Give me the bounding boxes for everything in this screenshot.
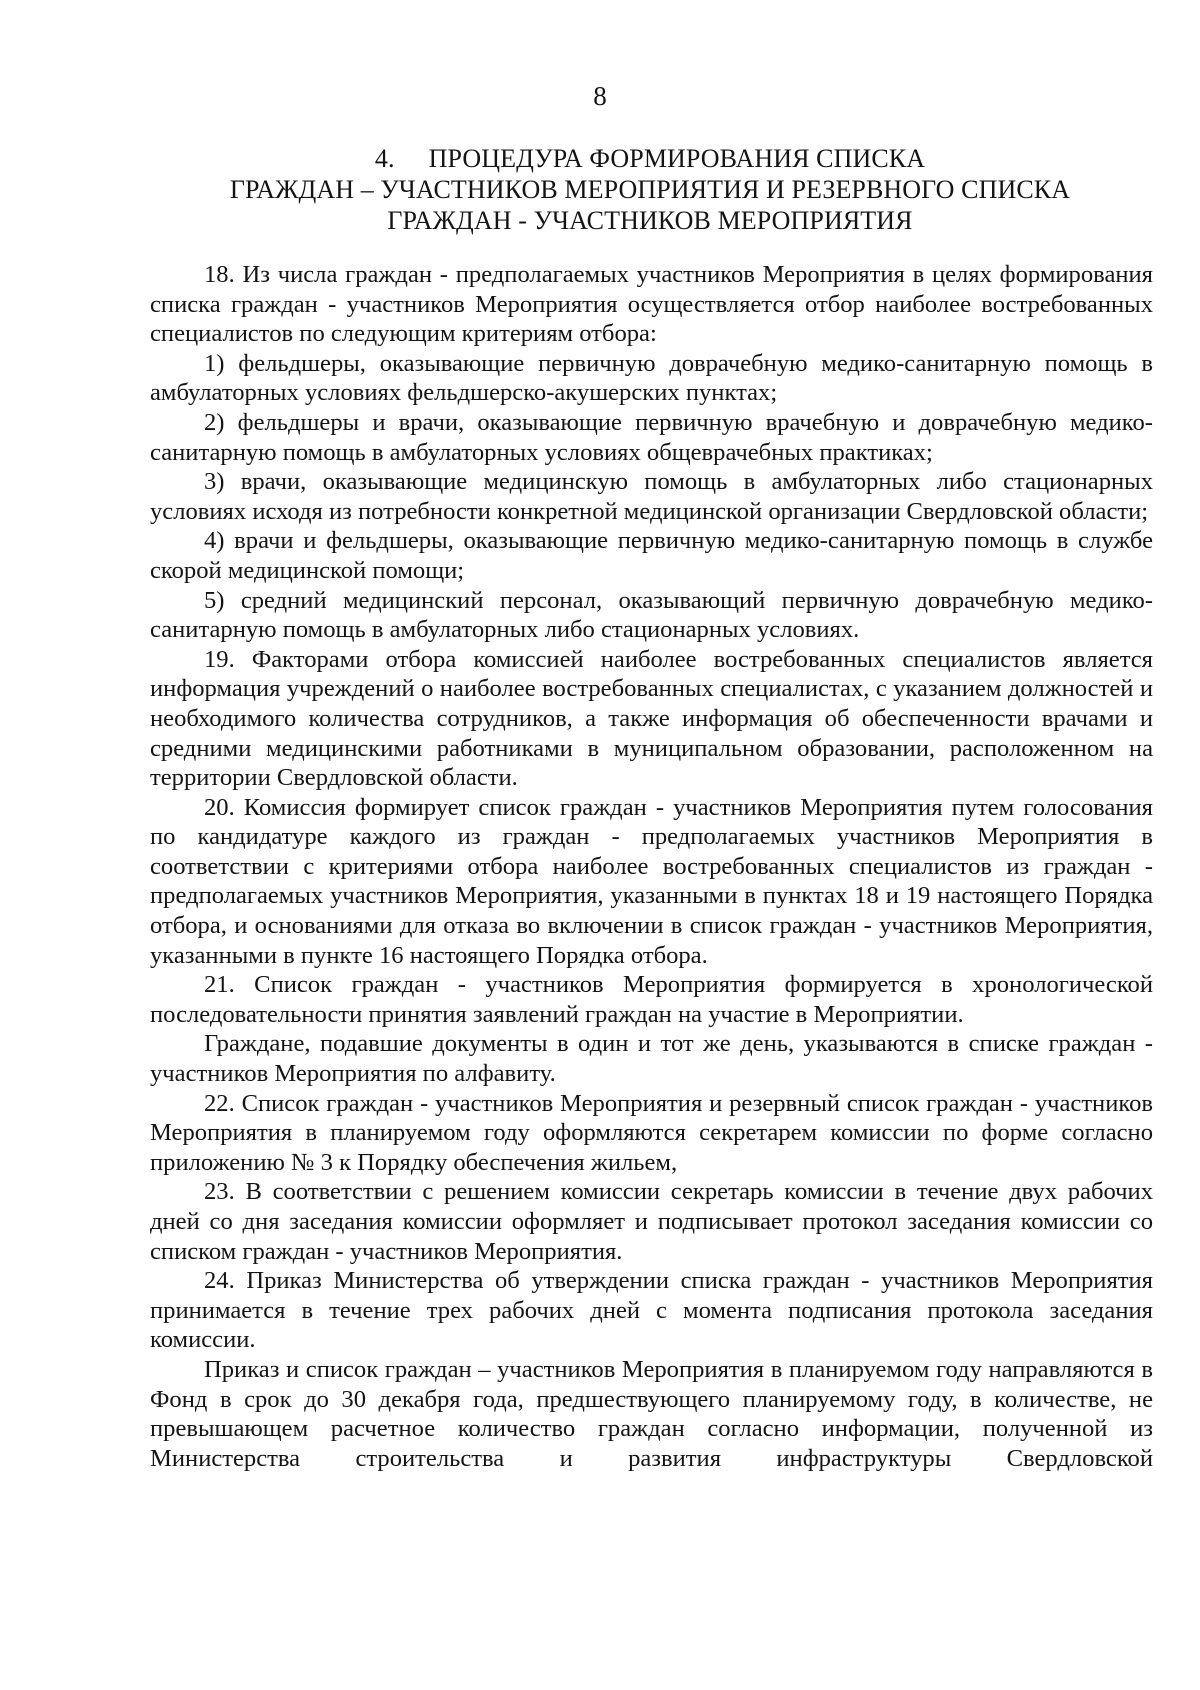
- paragraph-19: 19. Факторами отбора комиссией наиболее востребованных специалистов является информация учреждений о наиболее востребованных специалистах, с указанием должностей и необходимого количества сотрудников, а также информация об обеспеченности врачами и средними медицинскими работниками в муниципальном образовании, расположенном на территории Свердловской области.: [150, 645, 1153, 792]
- paragraph-20: 20. Комиссия формирует список граждан - участников Мероприятия путем голосования по кандидатуре каждого из граждан - предполагаемых участников Мероприятия в соответствии с критериями отбора наиболее востребованных специалистов из граждан - предполагаемых участников Мероприятия, указанными в пунктах 18 и 19 настоящего Порядка отбора, и основаниями для отказа во включении в список граждан - участников Мероприятия, указанными в пункте 16 настоящего Порядка отбора.: [150, 793, 1153, 969]
- paragraph-21: 21. Список граждан - участников Мероприятия формируется в хронологической последовательности принятия заявлений граждан на участие в Мероприятии.: [150, 971, 1153, 1028]
- document-body: [150, 260, 1153, 1473]
- section-title-line: ГРАЖДАН - УЧАСТНИКОВ МЕРОПРИЯТИЯ: [387, 206, 913, 235]
- section-title-line: ПРОЦЕДУРА ФОРМИРОВАНИЯ СПИСКА: [428, 144, 926, 173]
- criterion-3: 3) врачи, оказывающие медицинскую помощь в амбулаторных либо стационарных условиях исходя из потребности конкретной медицинской организации Свердловской области;: [150, 468, 1153, 525]
- paragraph-18: 18. Из числа граждан - предполагаемых участников Мероприятия в целях формирования списка граждан - участников Мероприятия осуществляется отбор наиболее востребованных специалистов по следующим критериям отбора:: [150, 261, 1153, 348]
- paragraph-24: 24. Приказ Министерства об утверждении списка граждан - участников Мероприятия принимается в течение трех рабочих дней с момента подписания протокола заседания комиссии.: [150, 1267, 1153, 1354]
- section-heading-line-1: [150, 143, 1150, 174]
- paragraph-23: 23. В соответствии с решением комиссии секретарь комиссии в течение двух рабочих дней со дня заседания комиссии оформляет и подписывает протокол заседания комиссии со списком граждан - участников Мероприятия.: [150, 1178, 1153, 1265]
- paragraph-21-note: Граждане, подавшие документы в один и тот же день, указываются в списке граждан - участников Мероприятия по алфавиту.: [150, 1030, 1153, 1088]
- paragraph-24-continuation: Приказ и список граждан – участников Мероприятия в планируемом году направляются в Фонд в срок до 30 декабря года, предшествующего планируемому году, в количестве, не превышающем расчетное количество граждан согласно информации, полученной из Министерства строительства и развития инфраструктуры Свердловской: [150, 1355, 1153, 1472]
- section-title-line: ГРАЖДАН – УЧАСТНИКОВ МЕРОПРИЯТИЯ И РЕЗЕРВНОГО СПИСКА: [229, 175, 1071, 204]
- criterion-1: 1) фельдшеры, оказывающие первичную доврачебную медико-санитарную помощь в амбулаторных условиях фельдшерско-акушерских пунктах;: [150, 349, 1153, 407]
- criterion-5: 5) средний медицинский персонал, оказывающий первичную доврачебную медико-санитарную помощь в амбулаторных либо стационарных условиях.: [150, 586, 1153, 644]
- paragraph-22: 22. Список граждан - участников Мероприятия и резервный список граждан - участников Мероприятия в планируемом году оформляются секретарем комиссии по форме согласно приложению № 3 к Порядку обеспечения жильем,: [150, 1089, 1153, 1176]
- page-number: 8: [593, 81, 607, 111]
- section-heading: [150, 143, 1150, 236]
- criterion-2: 2) фельдшеры и врачи, оказывающие первичную врачебную и доврачебную медико-санитарную помощь в амбулаторных условиях общеврачебных практиках;: [150, 408, 1153, 466]
- section-number: 4.: [374, 144, 395, 173]
- criterion-4: 4) врачи и фельдшеры, оказывающие первичную медико-санитарную помощь в службе скорой медицинской помощи;: [150, 527, 1153, 584]
